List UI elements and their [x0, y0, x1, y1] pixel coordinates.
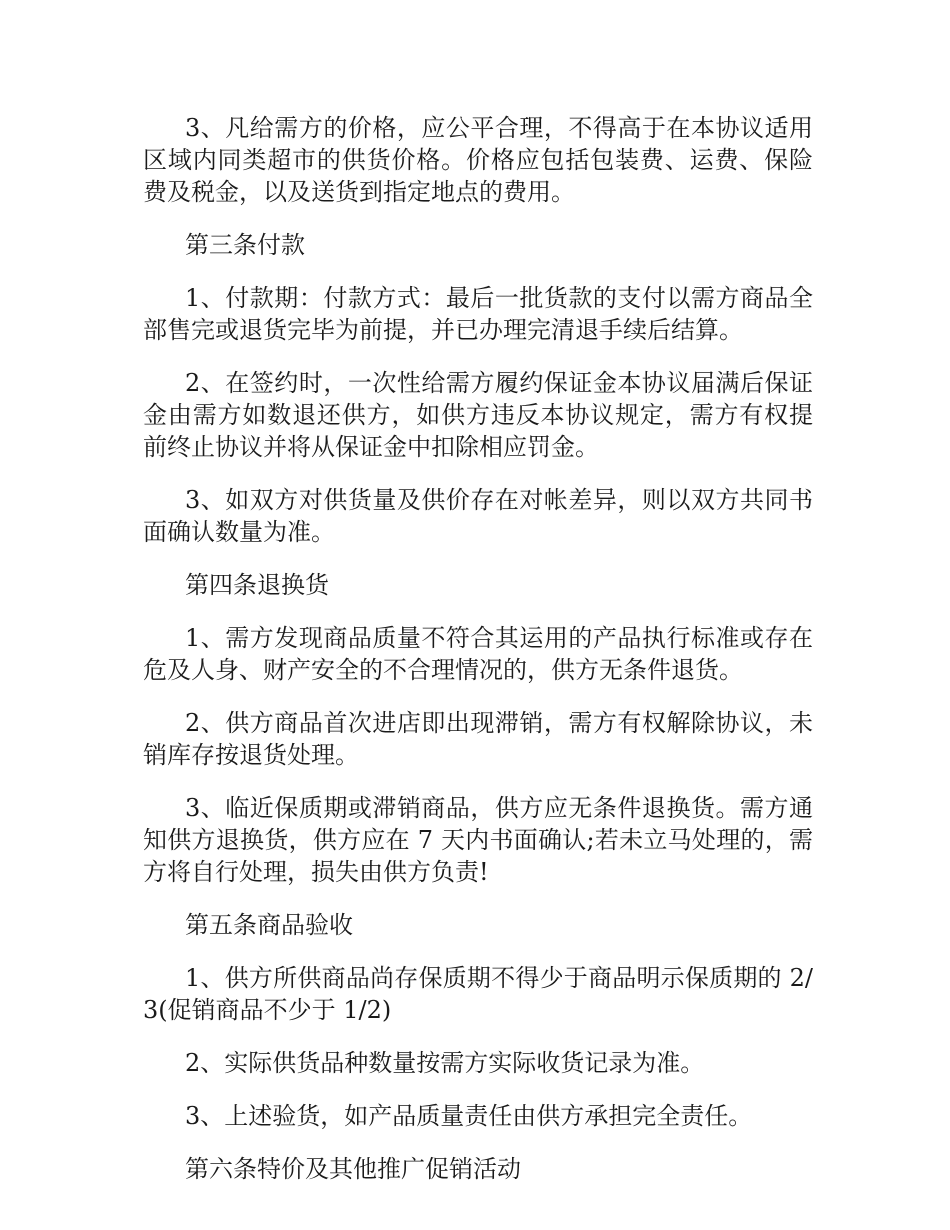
- paragraph-expiry-return: 3、临近保质期或滞销商品，供方应无条件退换货。需方通知供方退换货，供方应在 7 天内书面确认;若未立马处理的，需方将自行处理，损失由供方负责!: [143, 794, 813, 886]
- paragraph-shelf-life: 1、供方所供商品尚存保质期不得少于商品明示保质期的 2/3(促销商品不少于 1/2): [143, 964, 813, 1024]
- section-heading-inspection: 第五条商品验收: [185, 911, 353, 939]
- paragraph-deposit: 2、在签约时，一次性给需方履约保证金本协议届满后保证金由需方如数退还供方，如供方违反本协议规定，需方有权提前终止协议并将从保证金中扣除相应罚金。: [143, 369, 813, 461]
- paragraph-quality-liability: 3、上述验货，如产品质量责任由供方承担完全责任。: [185, 1102, 753, 1130]
- paragraph-payment-term: 1、付款期：付款方式：最后一批货款的支付以需方商品全部售完或退货完毕为前提，并已办理完清退手续后结算。: [143, 284, 813, 344]
- document-page: [143, 112, 813, 1206]
- section-heading-promotion: 第六条特价及其他推广促销活动: [185, 1155, 521, 1183]
- paragraph-receiving-record: 2、实际供货品种数量按需方实际收货记录为准。: [185, 1049, 705, 1077]
- paragraph-price-clause: 3、凡给需方的价格，应公平合理，不得高于在本协议适用区域内同类超市的供货价格。价格应包括包装费、运费、保险费及税金，以及送货到指定地点的费用。: [143, 114, 813, 206]
- paragraph-slow-sales: 2、供方商品首次进店即出现滞销，需方有权解除协议，未销库存按退货处理。: [143, 709, 813, 769]
- paragraph-reconciliation: 3、如双方对供货量及供价存在对帐差异，则以双方共同书面确认数量为准。: [143, 486, 813, 546]
- section-heading-returns: 第四条退换货: [185, 571, 329, 599]
- section-heading-payment: 第三条付款: [185, 231, 305, 259]
- paragraph-quality-return: 1、需方发现商品质量不符合其运用的产品执行标准或存在危及人身、财产安全的不合理情况的，供方无条件退货。: [143, 624, 813, 684]
